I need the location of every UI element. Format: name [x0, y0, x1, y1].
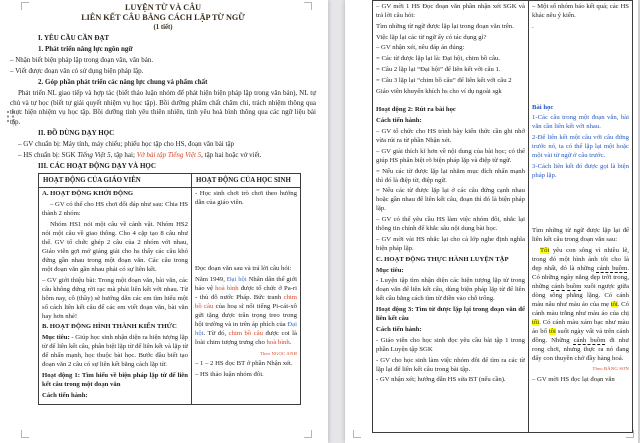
activity-3-heading	[376, 305, 525, 323]
text-run: 1. Phát triển năng lực ngôn ngữ	[38, 44, 133, 53]
text-run: B. HOẠT ĐỘNG HÌNH THÀNH KIẾN THỨC	[42, 323, 177, 331]
underlined-word: cánh buồm	[573, 336, 606, 344]
gv-activities-cell-page1	[39, 188, 192, 405]
text-run: – Viết được đoạn văn có sử dụng biện pháp lặp.	[10, 66, 144, 75]
text-run: . Từ đó,	[203, 329, 229, 337]
section-i-heading	[10, 34, 316, 44]
paragraph	[532, 22, 629, 31]
highlighted-word: tôi	[548, 327, 556, 335]
paragraph	[532, 246, 629, 363]
passage-attribution	[195, 349, 297, 358]
paragraph	[532, 2, 629, 20]
paragraph	[376, 43, 525, 52]
paragraph	[195, 264, 297, 273]
spacer	[532, 182, 629, 226]
paragraph	[42, 276, 188, 321]
paragraph	[376, 356, 525, 374]
paragraph	[10, 56, 316, 66]
text-run: – GV có thể cho HS chơi đối đáp như sau: Chia HS thành 2 nhóm:	[42, 201, 188, 218]
paragraph	[42, 220, 188, 274]
text-run: xuôi ngược giữa dòng sông phẳng lặng. Có cánh màu nâu như màu áo của mẹ	[532, 282, 629, 308]
text-run: – Một số nhóm báo kết quả; các HS khác nêu ý kiến.	[532, 3, 629, 19]
text-run: hoà bình	[266, 338, 290, 346]
paragraph	[376, 375, 525, 384]
paragraph	[10, 67, 316, 77]
paragraph	[376, 336, 525, 354]
section-ii-heading	[10, 129, 316, 139]
lesson-name: LIÊN KẾT CÂU BẰNG CÁCH LẶP TỪ NGỮ	[81, 13, 245, 22]
text-run: hoà bình	[215, 284, 239, 292]
paragraph	[376, 147, 525, 165]
paragraph	[376, 276, 525, 303]
text-run: Đọc đoạn văn sau và trả lời câu hỏi:	[195, 265, 292, 273]
text-run: Theo BĂNG SƠN	[592, 366, 629, 372]
passage-attribution	[532, 364, 629, 373]
highlighted-word: Tôi	[540, 246, 550, 254]
text-run: chim bồ câu	[195, 293, 297, 310]
lesson-note-heading	[532, 103, 629, 112]
text-run: của hoạ sĩ nổi tiếng Pi-cát-xô gửi tặng được trân trọng treo trong hội trường và in trên áp phích của	[195, 302, 297, 328]
text-run: 3-Cách liên kết đó được gọi là biện pháp lặp.	[532, 162, 629, 179]
paragraph	[376, 65, 525, 74]
text-run: Nhân dân thế giới bảo vệ	[195, 275, 297, 292]
paragraph	[376, 235, 525, 253]
paragraph	[10, 140, 316, 150]
spacer	[376, 97, 525, 105]
text-run: - GV cho học sinh làm việc nhóm đôi để tìm ra các từ lặp lại để liên kết câu trong bài tập.	[376, 356, 525, 373]
activity-a-heading	[42, 189, 188, 198]
lesson-subject: LUYỆN TỪ VÀ CÂU	[124, 3, 202, 12]
paragraph	[532, 133, 629, 160]
text-run: C. HOẠT ĐỘNG THỰC HÀNH LUYỆN TẬP	[376, 255, 509, 263]
activity-1-heading	[42, 371, 188, 389]
paragraph	[376, 266, 525, 275]
subsection-1-heading	[10, 45, 316, 55]
text-boundary-mark	[626, 430, 634, 438]
text-run: = Nếu các từ được lặp lại nhằm mục đích nhấn mạnh thì đó là điệp từ, điệp ngữ.	[376, 167, 525, 184]
paragraph	[376, 127, 525, 145]
underlined-word: cánh buồm	[551, 282, 582, 290]
text-run: Năm 1949,	[195, 275, 227, 283]
text-run: Đại hội	[226, 275, 247, 283]
paragraph	[376, 33, 525, 42]
text-run: - Học sinh chơi trò chơi theo hướng dẫn của giáo viên.	[195, 190, 297, 207]
text-run: Hoạt động 1: Tìm hiểu về biện pháp lặp từ để liên kết câu trong một đoạn văn	[42, 372, 188, 389]
text-run: - Giúp học sinh nhận diện ra hiện tượng lặp từ để liên kết câu, phân biệt lặp từ để liên kết và lặp từ để nhấn mạnh, học thuộc bài học. Bước đầu biết tạo đoạn văn 2 câu có sự liên kết bằng cách lặp từ.	[42, 334, 188, 369]
paragraph	[376, 76, 525, 85]
activity-2-heading	[376, 105, 525, 114]
paragraph	[532, 113, 629, 131]
text-run: Tiếng Việt 5	[77, 150, 111, 159]
paragraph	[42, 333, 188, 369]
text-run: Tìm những từ ngữ được lặp lại trong đoạn văn trên.	[376, 22, 514, 30]
text-run: . Có những ngày nắng đẹp trời trong, những	[532, 264, 629, 290]
text-run: Theo NGỌC ANH	[259, 350, 297, 356]
paragraph	[42, 391, 188, 400]
text-run: – GV mời HS đọc lại đoạn văn	[532, 376, 615, 384]
paragraph	[532, 375, 629, 384]
paragraph	[195, 370, 297, 379]
text-run: II. ĐỒ DÙNG DẠY HỌC	[38, 128, 115, 137]
text-run: được tổ chức ở Pa-ri - thủ đô nước Pháp. Bức tranh	[195, 284, 297, 301]
text-run: - Luyện tập tìm nhận diện các hiện tượng lặp từ trong đoạn văn để liên kết câu, dùng biện pháp lặp từ để liên kết câu bằng cách tìm từ điền vào chỗ trống.	[376, 277, 525, 303]
text-boundary-mark	[353, 430, 361, 438]
text-run: chim bồ câu	[228, 329, 264, 337]
text-run: được coi là loài chim tượng trưng cho	[195, 329, 297, 346]
text-run: Hoạt động 2: Rút ra bài học	[376, 106, 456, 114]
paragraph	[376, 186, 525, 213]
text-run: = Nếu các từ được lặp lại ở các câu đứng cạnh nhau hoặc gần nhau để liên kết câu, đoạn thì đó là biện pháp lặp.	[376, 187, 525, 213]
text-run: Cách tiến hành:	[42, 391, 88, 399]
section-iii-heading	[10, 162, 316, 172]
paragraph	[10, 151, 316, 161]
text-run: suốt ngày vất vả trên cánh đồng. Những	[532, 327, 629, 344]
text-run: Mục tiêu:	[42, 334, 72, 342]
text-run: Cách tiến hành:	[376, 117, 422, 125]
activity-c-heading	[376, 255, 525, 264]
text-run: = Các từ được lặp lại là: Đại hội, chim bồ câu.	[376, 55, 500, 63]
text-run: – 1 – 2 HS đọc BT ở phần Nhận xét.	[195, 360, 293, 368]
text-run: – GV mời vài HS nhắc lại cho cả lớp nghe định nghĩa biện pháp lặp.	[376, 235, 525, 252]
text-run: – GV mời 1 HS Đọc đoạn văn phần nhận xét SGK và trả lời câu hỏi:	[376, 3, 525, 19]
lesson-title-block	[10, 3, 316, 32]
text-run: Việc lặp lại các từ ngữ ấy có tác dụng gì?	[376, 33, 487, 41]
text-run: , tập hai;	[110, 150, 137, 159]
page-1-content	[10, 3, 316, 405]
text-run: Cách tiến hành:	[376, 325, 422, 333]
gv-activities-cell-page2	[373, 1, 529, 433]
text-run: = Câu 3 lặp lại “chim bồ câu” để liên kết với câu 2	[376, 76, 512, 84]
text-run: = Câu 2 lặp lại “Đại hội” để liên kết với câu 1.	[376, 65, 501, 73]
paragraph	[376, 22, 525, 31]
text-run: 2-Để liên kết một câu với câu đứng trước nó, ta có thể lặp lại một hoặc một vài từ ngữ ở câu trước.	[532, 134, 629, 160]
text-run: đi như rong chơi, nhưng thực ra nó đang đẩy con thuyền chở đầy hàng hoá.	[532, 336, 629, 362]
text-run: Tìm những từ ngữ được lặp lại để liên kết câu trong đoạn văn sau:	[532, 226, 629, 243]
paragraph	[376, 87, 525, 96]
spacer	[195, 209, 297, 264]
text-run: , tập hai hoặc vở viết.	[201, 150, 262, 159]
text-run: Đại hội	[195, 320, 297, 337]
paragraph	[376, 116, 525, 125]
hs-column-header: HOẠT ĐỘNG CỦA HỌC SINH	[192, 174, 301, 188]
front-matter	[10, 34, 316, 171]
paragraph	[532, 226, 629, 244]
text-run: - Giáo viên cho học sinh đọc yêu cầu bài tập 1 trong phần Luyện tập SGK	[376, 336, 525, 353]
paragraph	[10, 89, 316, 127]
text-run: – GV chuẩn bị: Máy tính, máy chiếu; phiếu học tập cho HS, đoạn văn bài tập	[18, 139, 235, 148]
text-run: - GV nhận xét; hướng dẫn HS sửa BT (nếu cần).	[376, 376, 506, 384]
text-run: . Có cánh màu xám bạc như màu áo bố	[532, 318, 629, 335]
text-run: – HS chuẩn bị: SGK	[18, 150, 78, 159]
lesson-duration: (1 tiết)	[153, 24, 173, 31]
paragraph	[376, 325, 525, 334]
paragraph	[42, 200, 188, 218]
text-run: Mục tiêu:	[376, 266, 404, 274]
paragraph	[376, 2, 525, 20]
text-run: – GV có thể yêu cầu HS làm việc nhóm đôi, nhắc lại thông tin chính để khắc sâu nội dung bài học.	[376, 216, 525, 233]
paragraph	[376, 215, 525, 233]
activities-table-page2	[372, 0, 633, 433]
text-boundary-mark	[21, 430, 29, 438]
paragraph	[195, 275, 297, 347]
hs-activities-cell-page1	[192, 188, 301, 405]
highlighted-word: tôi	[532, 318, 540, 326]
text-run: Hoạt động 3: Tìm từ được lặp lại trong đoạn văn để liên kết câu	[376, 306, 525, 323]
text-run: Nhóm HS1 nói một câu về cảnh vật. Nhóm HS2 nói một câu về giao thông. Cho 4 cặp tạo 8 câu như thế. GV tổ chức ghép 2 câu của 2 nhóm với nhau, Giáo viên gợi mở giảng giải cho hs thấy các câu khó đứng gần nhau trong một đoạn văn. Các câu trong một đoạn văn gần nhau phải có sự liên kết.	[42, 220, 188, 273]
text-run: . Có cánh màu trắng như màu áo của chị	[532, 300, 629, 317]
paragraph	[376, 54, 525, 63]
spacer	[532, 33, 629, 103]
paragraph	[195, 359, 297, 368]
text-run: A. HOẠT ĐỘNG KHỞI ĐỘNG	[42, 190, 134, 198]
paragraph	[195, 189, 297, 207]
text-run: Vở bài tập Tiếng Việt 5	[136, 150, 202, 159]
text-run: yêu con sông vì nhiều lẽ, trong đó một hình ảnh tôi cho là đẹp nhất, đó là những	[532, 246, 629, 272]
text-run: Phát triển NL giao tiếp và hợp tác (biết thảo luận nhóm để phát hiện biện pháp lặp trong văn bản), NL tự chủ và tự học (biết tự giải quyết nhiệm vụ học tập). Bồi dưỡng phẩm chất chăm chỉ, trách nhiệm thông qua thực hiện nhiệm vụ học tập. Bồi dưỡng tình yêu thiên nhiên, tình yêu hoà bình thông qua các ngữ liệu bài tập.	[10, 88, 316, 126]
text-run: – GV giới thiệu bài: Trong một đoạn văn, bài văn, các câu không đứng rời rạc mà phải liên kết với nhau. Từ hôm nay, cô (thầy) sẽ hướng dẫn các em tìm hiểu một số cách liên kết câu để các em viết đoạn văn, bài văn hay hơn nhé!	[42, 276, 188, 320]
subsection-2-heading	[10, 78, 316, 88]
text-run: – HS thảo luận nhóm đôi.	[195, 371, 264, 379]
text-run: – GV nhận xét, nêu đáp án đúng:	[376, 44, 465, 52]
text-run: .	[532, 22, 534, 30]
text-run: 2. Góp phần phát triển các năng lực chung và phẩm chất	[38, 77, 208, 86]
text-run: Giáo viên khuyến khích hs cho ví dụ ngoài sgk	[376, 87, 502, 95]
text-run: – GV giải thích kĩ hơn về nội dung của bài học; có thể giúp HS phân biệt rõ biện pháp lặp và điệp từ ngữ.	[376, 147, 525, 164]
highlighted-word: tôi	[610, 300, 618, 308]
gv-column-header: HOẠT ĐỘNG CỦA GIÁO VIÊN	[39, 174, 192, 188]
text-run: – GV tổ chức cho HS trình bày kiến thức cần ghi nhớ vừa rút ra từ phần Nhận xét.	[376, 127, 525, 144]
paragraph	[376, 167, 525, 185]
text-run: .	[289, 338, 292, 346]
text-run: I. YÊU CẦU CẦN ĐẠT	[38, 34, 110, 42]
paragraph	[532, 162, 629, 180]
text-run: – Nhận biết biện pháp lặp trong đoạn văn, văn bản.	[10, 55, 154, 64]
hs-activities-cell-page2	[529, 1, 633, 433]
text-run: III. CÁC HOẠT ĐỘNG DẠY VÀ HỌC	[38, 161, 156, 170]
activity-b-heading	[42, 322, 188, 331]
underlined-word: cánh buồm	[596, 264, 628, 272]
text-boundary-mark	[304, 430, 312, 438]
page-2	[345, 0, 639, 443]
activities-table-page1	[38, 173, 301, 405]
text-run: 1-Các câu trong một đoạn văn, bài văn cần liên kết với nhau.	[532, 114, 629, 131]
text-run: Bài học	[532, 103, 554, 111]
